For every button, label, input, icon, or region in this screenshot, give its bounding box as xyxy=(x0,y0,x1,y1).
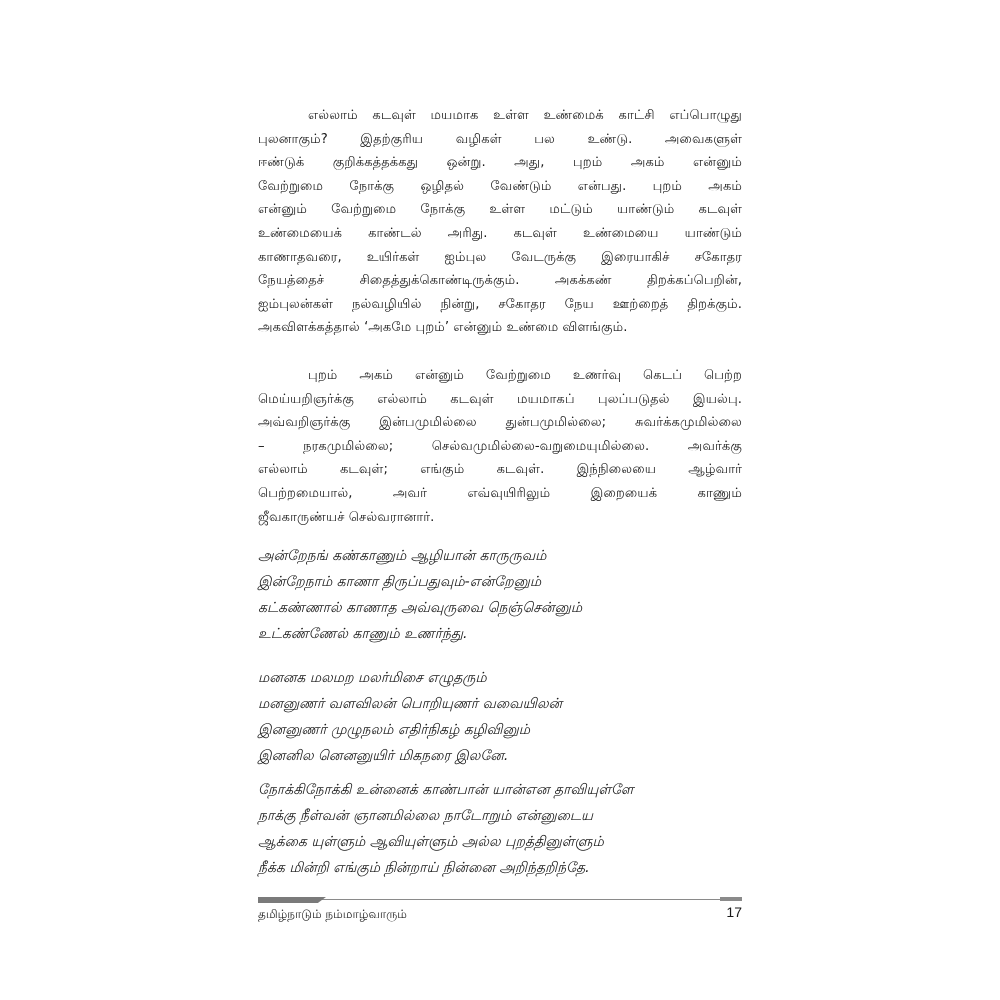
paragraph-line: புலனாகும்? இதற்குரிய வழிகள் பல உண்டு. அவைகளுள் xyxy=(258,131,742,147)
paragraph-line: காணாதவரை, உயிர்கள் ஐம்புல வேடருக்கு இரையாகிச் சகோதர xyxy=(258,249,742,265)
footer-divider xyxy=(258,899,742,900)
verse-line: கட்கண்ணால் காணாத அவ்வுருவை நெஞ்சென்னும் xyxy=(258,600,583,616)
paragraph-line: நேயத்தைச் சிதைத்துக்கொண்டிருக்கும். அகக்கண் திறக்கப்பெறின், xyxy=(258,273,742,289)
verse-3 xyxy=(258,777,742,881)
verse-line: அன்றேநங் கண்காணும் ஆழியான் காருருவம் xyxy=(258,548,547,564)
footer-rule-accent-right xyxy=(720,897,742,901)
paragraph-line: எல்லாம் கடவுள்; எங்கும் கடவுள். இந்நிலையை ஆழ்வார் xyxy=(258,462,742,478)
footer-rule-accent-left xyxy=(258,897,326,903)
verse-line: இனனுணர் முழுநலம் எதிர்நிகழ் கழிவினும் xyxy=(258,722,530,738)
paragraph-2 xyxy=(258,364,742,529)
paragraph-line: அவ்வறிஞர்க்கு இன்பமுமில்லை துன்பமுமில்லை; சுவர்க்கமுமில்லை xyxy=(258,415,742,431)
verse-line: இன்றேநாம் காணா திருப்பதுவும்-என்றேனும் xyxy=(258,574,542,590)
verse-line: மனனக மலமற மலர்மிசை எழுதரும் xyxy=(258,670,487,686)
paragraph-line: என்னும் வேற்றுமை நோக்கு உள்ள மட்டும் யாண்டும் கடவுள் xyxy=(258,202,742,218)
paragraph-line: எல்லாம் கடவுள் மயமாக உள்ள உண்மைக் காட்சி எப்பொழுது xyxy=(308,108,742,123)
paragraph-line: ஈண்டுக் குறிக்கத்தக்கது ஒன்று. அது, புறம் அகம் என்னும் xyxy=(258,155,742,171)
verse-line: மனனுணர் வளவிலன் பொறியுணர் வவையிலன் xyxy=(258,696,563,712)
paragraph-line: ஜீவகாருண்யச் செல்வரானார். xyxy=(258,509,435,525)
paragraph-line: அகவிளக்கத்தால் ‘அகமே புறம்’ என்னும் உண்மை விளங்கும். xyxy=(258,320,628,336)
paragraph-line: உண்மையைக் காண்டல் அரிது. கடவுள் உண்மையை யாண்டும் xyxy=(258,225,742,241)
paragraph-1 xyxy=(258,104,742,340)
paragraph-line: ஐம்புலன்கள் நல்வழியில் நின்று, சகோதர நேய ஊற்றைத் திறக்கும். xyxy=(258,296,742,312)
verse-line: நாக்கு நீள்வன் ஞானமில்லை நாடோறும் என்னுடைய xyxy=(258,808,593,824)
verse-2 xyxy=(258,665,742,769)
verse-line: நீக்க மின்றி எங்கும் நின்றாய் நின்னை அறிந்தறிந்தே. xyxy=(258,860,590,876)
running-footer-title: தமிழ்நாடும் நம்மாழ்வாரும் xyxy=(258,907,407,921)
verse-line: உட்கண்ணேல் காணும் உணர்ந்து. xyxy=(258,626,468,642)
paragraph-line: வேற்றுமை நோக்கு ஒழிதல் வேண்டும் என்பது. புறம் அகம் xyxy=(258,178,742,194)
verse-line: இனனில னெனனுயிர் மிகநரை இலனே. xyxy=(258,748,509,764)
paragraph-line: பெற்றமையால், அவர் எவ்வுயிரிலும் இறையைக் காணும் xyxy=(258,485,742,501)
paragraph-line: மெய்யறிஞர்க்கு எல்லாம் கடவுள் மயமாகப் புலப்படுதல் இயல்பு. xyxy=(258,391,742,407)
paragraph-line: புறம் அகம் என்னும் வேற்றுமை உணர்வு கெடப் பெற்ற xyxy=(308,368,742,383)
verse-line: நோக்கிநோக்கி உன்னைக் காண்பான் யான்என தாவியுள்ளே xyxy=(258,782,634,798)
verse-1 xyxy=(258,543,742,647)
paragraph-line: – நரகமுமில்லை; செல்வமுமில்லை-வறுமையுமில்லை. அவர்க்கு xyxy=(258,438,742,454)
verse-line: ஆக்கை யுள்ளும் ஆவியுள்ளும் அல்ல புறத்தினுள்ளும் xyxy=(258,834,604,850)
page-number: 17 xyxy=(726,904,742,920)
footer-rule xyxy=(258,897,742,903)
